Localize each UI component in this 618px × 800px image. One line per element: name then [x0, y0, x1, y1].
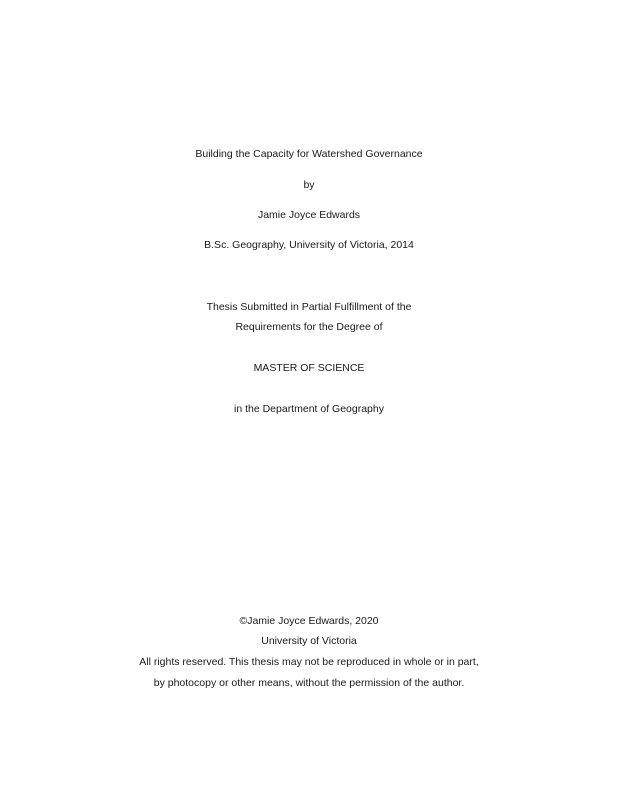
copyright-notice: ©Jamie Joyce Edwards, 2020 — [239, 615, 379, 627]
by-line: by — [303, 179, 315, 191]
submission-statement-line-1: Thesis Submitted in Partial Fulfillment of the — [206, 301, 412, 313]
department-line: in the Department of Geography — [233, 403, 384, 415]
prior-degree: B.Sc. Geography, University of Victoria, 2014 — [204, 239, 414, 251]
rights-statement-line-1: All rights reserved. This thesis may not be reproduced in whole or in part, — [139, 656, 479, 668]
thesis-title: Building the Capacity for Watershed Governance — [195, 148, 423, 160]
submission-statement-line-2: Requirements for the Degree of — [235, 321, 383, 333]
degree-name: MASTER OF SCIENCE — [253, 362, 365, 374]
rights-statement-line-2: by photocopy or other means, without the permission of the author. — [153, 677, 465, 689]
university-name: University of Victoria — [261, 635, 357, 647]
author-name: Jamie Joyce Edwards — [257, 209, 361, 221]
